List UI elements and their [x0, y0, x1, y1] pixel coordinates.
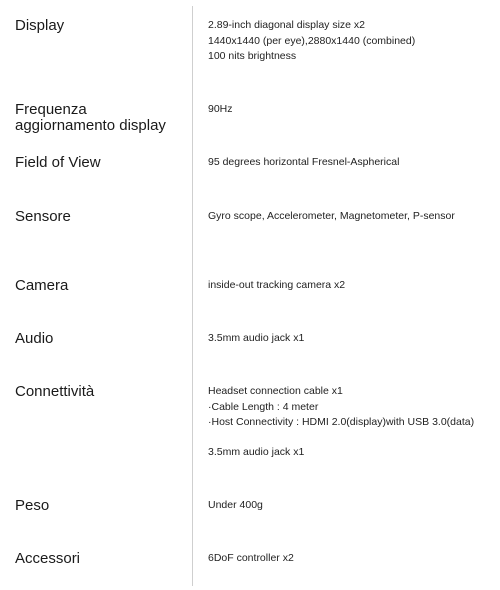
spec-label: Field of View: [15, 154, 101, 171]
spec-value-line: 3.5mm audio jack x1: [208, 445, 305, 458]
spec-label: Camera: [15, 277, 69, 294]
spec-value-line: 2.89-inch diagonal display size x2: [208, 19, 366, 31]
spec-value-line: 100 nits brightness: [208, 50, 297, 62]
spec-label: Audio: [15, 330, 54, 347]
spec-value: [208, 102, 498, 118]
spec-value-line: 90Hz: [208, 103, 233, 115]
spec-value: [208, 209, 498, 225]
spec-value-line: ·Cable Length : 4 meter: [208, 400, 319, 413]
spec-value: [208, 498, 498, 514]
spec-value-line: 95 degrees horizontal Fresnel-Aspherical: [208, 156, 400, 168]
spec-label: Sensore: [15, 208, 71, 225]
column-divider: [192, 6, 193, 586]
spec-value: [208, 384, 498, 460]
spacer: [208, 431, 498, 445]
spec-value-line: 6DoF controller x2: [208, 552, 294, 564]
spec-value-line: Gyro scope, Accelerometer, Magnetometer, P-sensor: [208, 210, 455, 222]
spec-label: Accessori: [15, 550, 81, 567]
spec-label: Peso: [15, 497, 50, 514]
spec-value-line: Under 400g: [208, 499, 263, 511]
spec-value-line: ·Host Connectivity : HDMI 2.0(display)with USB 3.0(data): [208, 416, 475, 428]
spec-value-line: 3.5mm audio jack x1: [208, 332, 305, 344]
spec-label: Connettività: [15, 383, 95, 400]
spec-label: Frequenza aggiornamento display: [15, 101, 166, 134]
spec-value: [208, 551, 498, 567]
spec-value: [208, 278, 498, 294]
spec-value-line: 1440x1440 (per eye),2880x1440 (combined): [208, 34, 416, 47]
spec-label: Display: [15, 17, 65, 34]
spec-value: [208, 331, 498, 347]
spec-value: [208, 18, 498, 65]
spec-value: [208, 155, 498, 171]
spec-value-line: Headset connection cable x1: [208, 385, 343, 397]
spec-value-line: inside-out tracking camera x2: [208, 279, 346, 291]
